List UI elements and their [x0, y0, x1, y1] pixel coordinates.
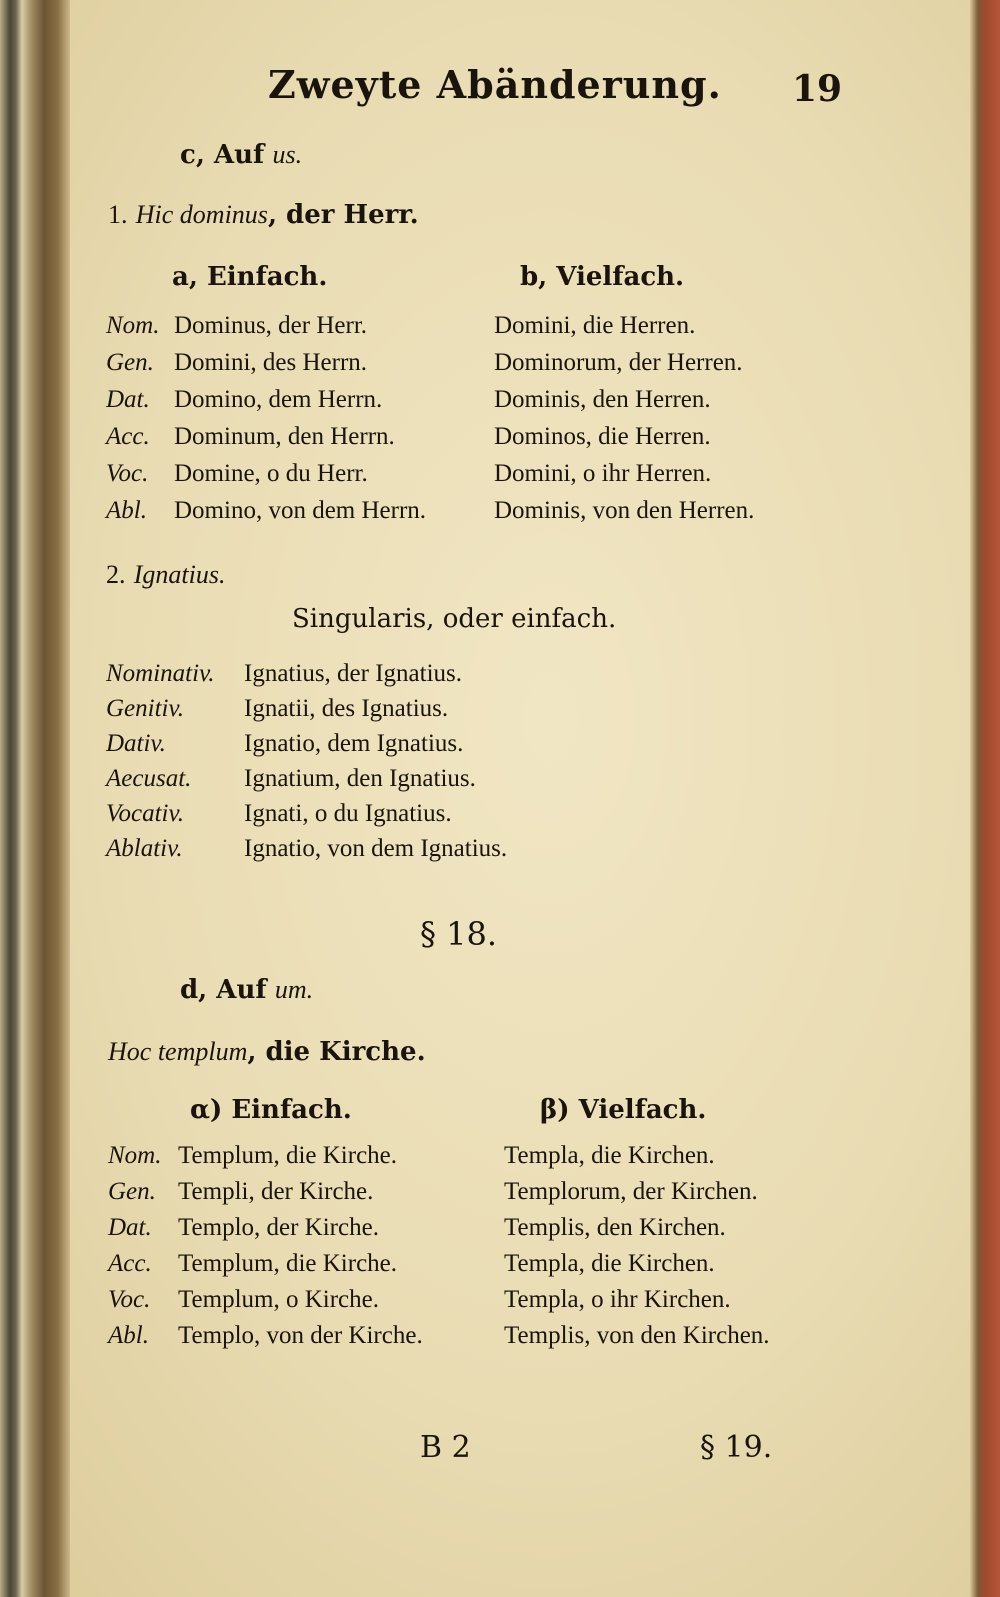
example-1-german: , der Herr. — [267, 200, 419, 230]
part-d-col-b-label: β) Vielfach. — [540, 1095, 707, 1125]
part-d-heading — [180, 975, 313, 1005]
example-2-number: 2. — [106, 560, 126, 589]
case-label: Aecusat. — [106, 765, 192, 792]
plural-form: Templis, den Kirchen. — [504, 1214, 726, 1241]
case-label: Acc. — [106, 423, 150, 450]
singular-form: Templo, von der Kirche. — [178, 1322, 423, 1349]
example-templum — [108, 1037, 426, 1067]
example-templum-german: , die Kirche. — [247, 1037, 426, 1067]
case-label: Gen. — [108, 1178, 156, 1205]
part-d-heading-prefix: d, Auf — [180, 975, 267, 1005]
singular-form: Ignati, o du Ignatius. — [244, 800, 452, 827]
example-2 — [106, 560, 226, 590]
case-label: Dat. — [108, 1214, 152, 1241]
signature-mark: B 2 — [420, 1430, 471, 1465]
singular-form: Ignatio, von dem Ignatius. — [244, 835, 508, 862]
plural-form: Domini, die Herren. — [494, 312, 696, 339]
case-label: Voc. — [106, 460, 149, 487]
singular-form: Ignatio, dem Ignatius. — [244, 730, 464, 757]
page-number: 19 — [792, 68, 843, 110]
case-label: Gen. — [106, 349, 154, 376]
case-label: Abl. — [106, 497, 147, 524]
singular-form: Templi, der Kirche. — [178, 1178, 374, 1205]
plural-form: Templorum, der Kirchen. — [504, 1178, 758, 1205]
case-label: Acc. — [108, 1250, 152, 1277]
example-1 — [108, 200, 419, 230]
book-spine — [0, 0, 70, 1597]
singular-form: Domini, des Herrn. — [174, 349, 368, 376]
part-d-col-a-label: α) Einfach. — [190, 1095, 352, 1125]
singular-form: Domino, von dem Herrn. — [174, 497, 427, 524]
part-c-heading-prefix: c, Auf — [180, 140, 265, 170]
case-label: Ablativ. — [106, 835, 183, 862]
part-d-heading-ending: um. — [274, 975, 314, 1004]
singular-form: Ignatius, der Ignatius. — [244, 660, 463, 687]
plural-form: Dominorum, der Herren. — [494, 349, 743, 376]
example-templum-latin: Hoc templum — [108, 1037, 248, 1066]
singular-form: Templum, o Kirche. — [178, 1286, 379, 1313]
singularis-label: Singularis, oder einfach. — [292, 604, 617, 634]
example-1-latin: Hic dominus — [135, 200, 268, 229]
case-label: Abl. — [108, 1322, 149, 1349]
plural-form: Dominos, die Herren. — [494, 423, 711, 450]
plural-form: Dominis, den Herren. — [494, 386, 711, 413]
part-c-heading — [180, 140, 302, 170]
case-label: Dat. — [106, 386, 150, 413]
running-head: Zweyte Abänderung. — [268, 62, 722, 107]
singular-form: Templum, die Kirche. — [178, 1250, 398, 1277]
section-18-label: § 18. — [420, 915, 498, 953]
plural-form: Dominis, von den Herren. — [494, 497, 755, 524]
plural-form: Templa, o ihr Kirchen. — [504, 1286, 731, 1313]
singular-form: Domino, dem Herrn. — [174, 386, 383, 413]
singular-form: Dominus, der Herr. — [174, 312, 368, 339]
case-label: Voc. — [108, 1286, 151, 1313]
singular-form: Domine, o du Herr. — [174, 460, 368, 487]
case-label: Nominativ. — [106, 660, 215, 687]
plural-form: Templa, die Kirchen. — [504, 1142, 715, 1169]
plural-form: Templa, die Kirchen. — [504, 1250, 715, 1277]
case-label: Nom. — [108, 1142, 162, 1169]
part-c-heading-ending: us. — [272, 140, 303, 169]
singular-form: Dominum, den Herrn. — [174, 423, 395, 450]
part-c-col-b-label: b, Vielfach. — [520, 262, 685, 292]
singular-form: Ignatii, des Ignatius. — [244, 695, 449, 722]
singular-form: Templum, die Kirche. — [178, 1142, 398, 1169]
singular-form: Templo, der Kirche. — [178, 1214, 379, 1241]
catchword: § 19. — [700, 1430, 773, 1465]
case-label: Nom. — [106, 312, 160, 339]
case-label: Dativ. — [106, 730, 166, 757]
part-c-col-a-label: a, Einfach. — [172, 262, 328, 292]
example-2-latin: Ignatius. — [133, 560, 226, 589]
page-edge — [970, 0, 1000, 1597]
example-1-number: 1. — [108, 200, 128, 229]
case-label: Vocativ. — [106, 800, 184, 827]
plural-form: Domini, o ihr Herren. — [494, 460, 712, 487]
plural-form: Templis, von den Kirchen. — [504, 1322, 770, 1349]
singular-form: Ignatium, den Ignatius. — [244, 765, 476, 792]
case-label: Genitiv. — [106, 695, 184, 722]
